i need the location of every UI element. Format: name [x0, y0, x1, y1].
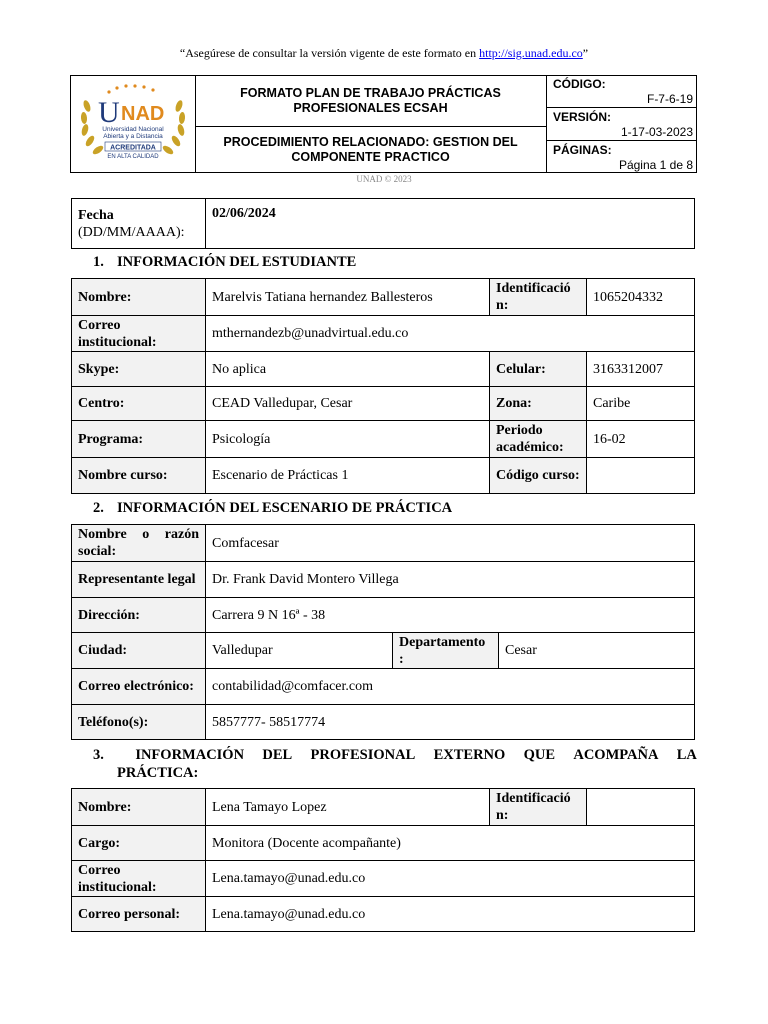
section-2-number: 2.: [93, 500, 104, 516]
site-email-label: Correo electrónico:: [72, 669, 206, 705]
svg-text:EN ALTA CALIDAD: EN ALTA CALIDAD: [107, 154, 159, 160]
student-name-label: Nombre:: [72, 279, 206, 316]
section-3-word-7: LA: [676, 747, 697, 763]
celular-label: Celular:: [490, 352, 587, 387]
skype-label: Skype:: [72, 352, 206, 387]
paginas-label: PÁGINAS:: [553, 143, 612, 157]
student-name-value[interactable]: Marelvis Tatiana hernandez Ballesteros: [206, 279, 490, 316]
related-procedure: PROCEDIMIENTO RELACIONADO: GESTION DEL COMPONENTE PRACTICO: [223, 134, 518, 164]
section-3-word-3: PROFESIONAL: [310, 747, 416, 763]
direccion-value[interactable]: Carrera 9 N 16ª - 38: [206, 598, 695, 633]
zona-label: Zona:: [490, 387, 587, 421]
programa-label: Programa:: [72, 421, 206, 458]
cargo-value[interactable]: Monitora (Docente acompañante): [206, 826, 695, 861]
section-3-word-4: EXTERNO: [433, 747, 506, 763]
departamento-value[interactable]: Cesar: [499, 633, 695, 669]
svg-text:NAD: NAD: [121, 103, 165, 125]
departamento-label: Departamento :: [393, 633, 499, 669]
zona-value[interactable]: Caribe: [587, 387, 695, 421]
codigo-curso-label: Código curso:: [490, 458, 587, 494]
professional-id-label: Identificació n:: [490, 789, 587, 826]
razon-social-label: Nombre o razón social:: [72, 525, 206, 562]
student-id-label: Identificació n:: [490, 279, 587, 316]
version-label: VERSIÓN:: [553, 110, 612, 124]
student-email-value[interactable]: mthernandezb@unadvirtual.edu.co: [206, 316, 695, 352]
telefono-label: Teléfono(s):: [72, 705, 206, 740]
section-1-number: 1.: [93, 254, 104, 270]
version-value: 1-17-03-2023: [620, 125, 693, 139]
document-header: [70, 75, 697, 173]
codigo-value: F-7-6-19: [646, 92, 693, 106]
student-id-value[interactable]: 1065204332: [587, 279, 695, 316]
codigo-label: CÓDIGO:: [553, 77, 606, 91]
professional-name-label: Nombre:: [72, 789, 206, 826]
telefono-value[interactable]: 5857777- 58517774: [206, 705, 695, 740]
section-2-heading: [93, 500, 697, 517]
centro-label: Centro:: [72, 387, 206, 421]
fecha-table: [71, 198, 695, 249]
razon-social-value[interactable]: Comfacesar: [206, 525, 695, 562]
representante-label: Representante legal: [72, 562, 206, 598]
header-titles: [195, 76, 547, 172]
direccion-label: Dirección:: [72, 598, 206, 633]
section-3-word-6: ACOMPAÑA: [573, 747, 659, 763]
svg-text:Abierta y a Distancia: Abierta y a Distancia: [103, 133, 163, 140]
notice-suffix: ”: [582, 46, 589, 60]
professional-inst-email-value[interactable]: Lena.tamayo@unad.edu.co: [206, 861, 695, 897]
section-3-heading: [93, 746, 697, 782]
professional-inst-email-label: Correo institucional:: [72, 861, 206, 897]
representante-value[interactable]: Dr. Frank David Montero Villega: [206, 562, 695, 598]
paginas-value: Página 1 de 8: [618, 158, 693, 172]
codigo-curso-value[interactable]: [587, 458, 695, 494]
svg-text:Universidad Nacional: Universidad Nacional: [102, 126, 164, 133]
document-title: FORMATO PLAN DE TRABAJO PRÁCTICAS PROFESIONALES ECSAH: [195, 76, 546, 127]
professional-personal-email-label: Correo personal:: [72, 897, 206, 932]
paginas-row: [547, 142, 697, 172]
section-3-word-1: INFORMACIÓN: [135, 747, 245, 763]
curso-label: Nombre curso:: [72, 458, 206, 494]
periodo-label: Periodo académico:: [490, 421, 587, 458]
section-2-title: INFORMACIÓN DEL ESCENARIO DE PRÁCTICA: [117, 500, 453, 516]
unad-logo-image: [71, 76, 195, 172]
periodo-value[interactable]: 16-02: [587, 421, 695, 458]
section-3-word-5: QUE: [523, 747, 556, 763]
site-email-value[interactable]: contabilidad@comfacer.com: [206, 669, 695, 705]
professional-id-value[interactable]: [587, 789, 695, 826]
professional-name-value[interactable]: Lena Tamayo Lopez: [206, 789, 490, 826]
practice-site-table: [71, 524, 695, 740]
version-notice: [0, 46, 768, 61]
version-row: [547, 109, 697, 141]
svg-text:ACREDITADA: ACREDITADA: [110, 144, 156, 152]
ciudad-label: Ciudad:: [72, 633, 206, 669]
professional-personal-email-value[interactable]: Lena.tamayo@unad.edu.co: [206, 897, 695, 932]
centro-value[interactable]: CEAD Valledupar, Cesar: [206, 387, 490, 421]
student-email-label: Correo institucional:: [72, 316, 206, 352]
section-1-heading: [93, 254, 697, 271]
sig-link[interactable]: http://sig.unad.edu.co: [479, 46, 583, 60]
notice-prefix: “Asegúrese de consultar la versión vigente de este formato en: [179, 46, 480, 60]
curso-value[interactable]: Escenario de Prácticas 1: [206, 458, 490, 494]
section-1-title: INFORMACIÓN DEL ESTUDIANTE: [117, 254, 357, 270]
copyright: UNAD © 2023: [356, 174, 412, 184]
section-3-word-2: DEL: [262, 747, 293, 763]
codigo-row: [547, 76, 697, 108]
svg-text:U: U: [98, 96, 120, 129]
student-info-table: [71, 278, 695, 494]
unad-logo: [71, 76, 196, 172]
fecha-label-cell: Fecha (DD/MM/AAAA):: [72, 199, 206, 249]
programa-value[interactable]: Psicología: [206, 421, 490, 458]
external-professional-table: [71, 788, 695, 932]
cargo-label: Cargo:: [72, 826, 206, 861]
celular-value[interactable]: 3163312007: [587, 352, 695, 387]
header-meta: [547, 76, 697, 172]
skype-value[interactable]: No aplica: [206, 352, 490, 387]
fecha-value[interactable]: 02/06/2024: [206, 199, 695, 249]
section-3-number: 3.: [93, 747, 104, 763]
ciudad-value[interactable]: Valledupar: [206, 633, 393, 669]
section-3-title-line2: PRÁCTICA:: [117, 765, 199, 781]
